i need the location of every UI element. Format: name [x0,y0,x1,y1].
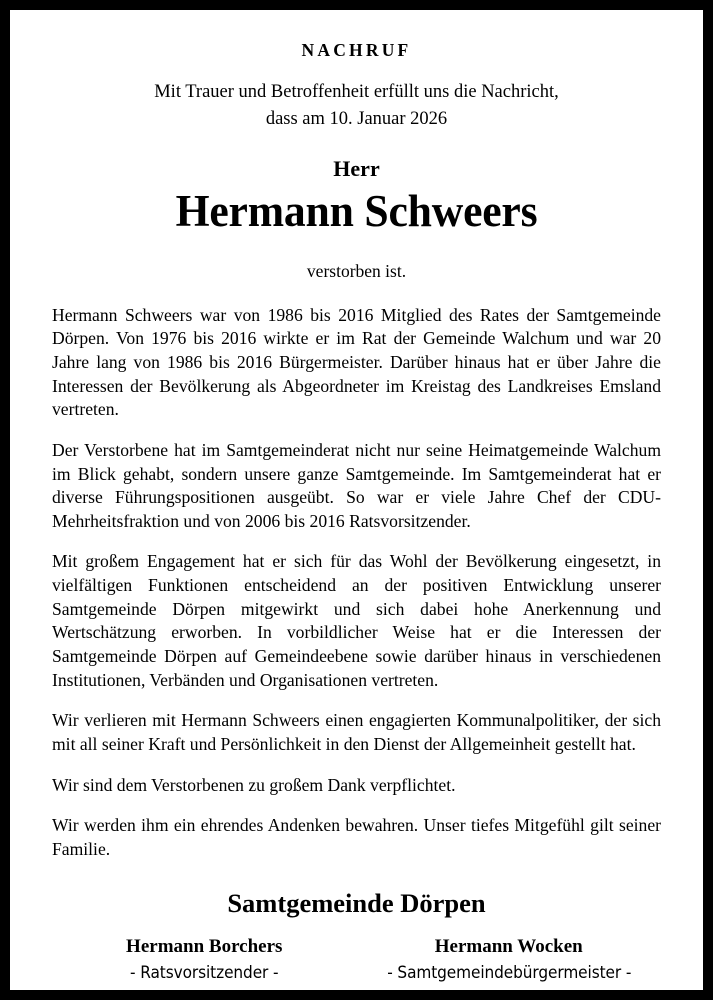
notice-inner [10,10,703,990]
intro-line-1: Mit Trauer und Betroffenheit erfüllt uns die Nachricht, [154,82,559,103]
signer-role: - Ratsvorsitzender - [130,962,279,982]
deceased-name: Hermann Schweers [175,186,538,237]
signer-column [357,935,662,983]
salutation: Herr [333,155,380,181]
signature-block [42,888,671,984]
body-paragraph: Der Verstorbene hat im Samtgemeinderat nicht nur seine Heimatgemeinde Walchum im Blick gehabt, sondern unsere ganze Samtgemeinde. Im Samtgemeinderat hat er diverse Führungspositionen ausgeübt. So war er viele Jahre Chef der CDU-Mehrheitsfraktion und von 2006 bis 2016 Ratsvorsitzender. [52,439,661,531]
signer-column [52,935,357,983]
body-paragraph: Mit großem Engagement hat er sich für das Wohl der Bevölkerung eingesetzt, in vielfältigen Funktionen entscheidend an der positiven Entwicklung unserer Samtgemeinde Dörpen mitgewirkt und sich dabei hohe Anerkennung und Wertschätzung erworben. In vorbildlicher Weise hat er die Interessen der Samtgemeinde Dörpen auf Gemeindeebene sowie darüber hinaus in verschiedenen Institutionen, Verbänden und Organisationen vertreten. [52,551,661,690]
body-paragraph: Wir sind dem Verstorbenen zu großem Dank verpflichtet. [52,774,456,795]
body-paragraph: Hermann Schweers war von 1986 bis 2016 Mitglied des Rates der Samtgemeinde Dörpen. Von 1976 bis 2016 wirkte er im Rat der Gemeinde Walchum und war 20 Jahre lang von 1986 bis 2016 Bürgermeister. Darüber hinaus hat er über Jahre die Interessen der Bevölkerung als Abgeordneter im Kreistag des Landkreises Emsland vertreten. [52,304,661,420]
organization-name: Samtgemeinde Dörpen [227,887,486,918]
intro-text [42,79,671,132]
signer-name: Hermann Borchers [126,936,283,958]
notice-kicker: NACHRUF [301,40,412,60]
closing-line: verstorben ist. [306,260,407,281]
signers-row [52,935,661,983]
signer-name: Hermann Wocken [434,936,583,958]
signer-role: - Samtgemeindebürgermeister - [386,962,631,982]
intro-line-2: dass am 10. Januar 2026 [265,108,448,129]
body-paragraph: Wir werden ihm ein ehrendes Andenken bewahren. Unser tiefes Mitgefühl gilt seiner Familie. [52,815,661,860]
body-paragraph: Wir verlieren mit Hermann Schweers einen engagierten Kommunalpolitiker, der sich mit all seiner Kraft und Persönlichkeit in den Dienst der Allgemeinheit gestellt hat. [52,710,661,755]
body-copy [42,304,671,862]
